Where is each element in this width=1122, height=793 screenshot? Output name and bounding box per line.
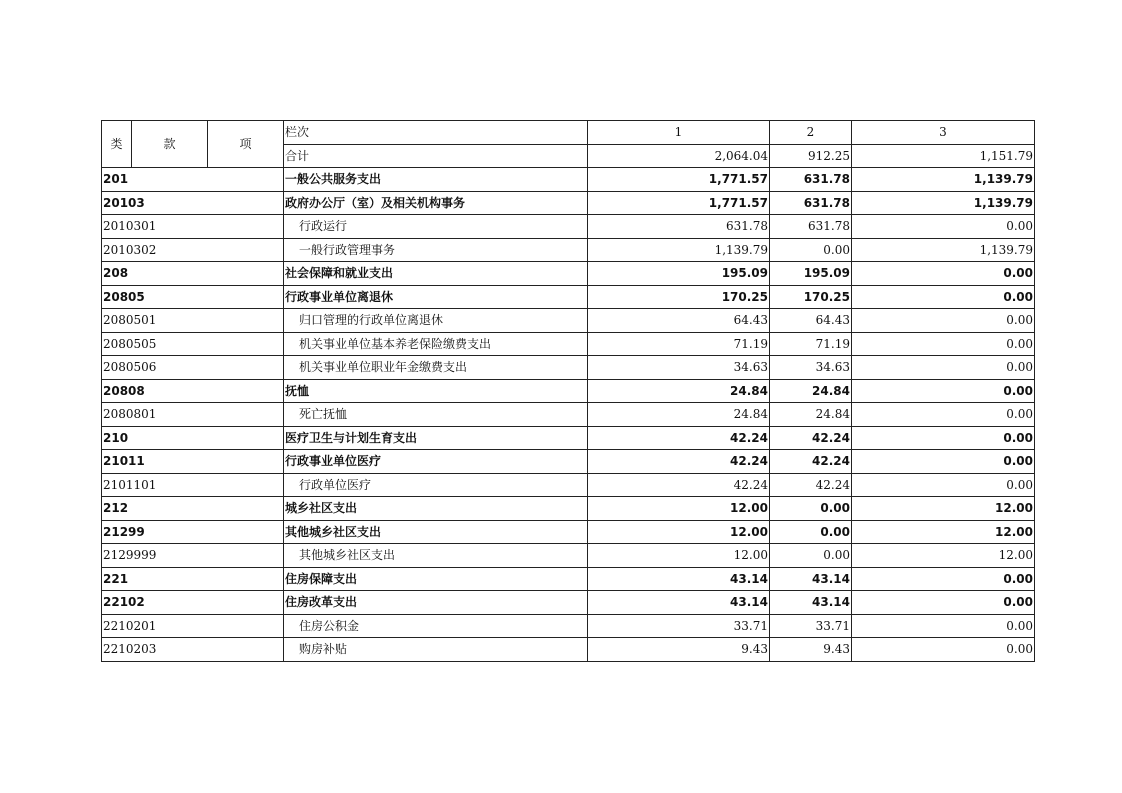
row-v1: 631.78 bbox=[588, 215, 770, 239]
table-row bbox=[102, 403, 1035, 427]
row-code: 2010302 bbox=[102, 238, 284, 262]
row-code: 2080501 bbox=[102, 309, 284, 333]
table-row bbox=[102, 544, 1035, 568]
row-v2: 631.78 bbox=[770, 215, 852, 239]
row-name: 医疗卫生与计划生育支出 bbox=[285, 430, 418, 445]
row-code: 2080801 bbox=[102, 403, 284, 427]
row-name: 抚恤 bbox=[285, 383, 310, 398]
row-v1: 12.00 bbox=[588, 520, 770, 544]
row-name: 社会保障和就业支出 bbox=[285, 266, 394, 281]
row-v1: 24.84 bbox=[588, 403, 770, 427]
row-v1: 12.00 bbox=[588, 544, 770, 568]
row-code: 210 bbox=[102, 426, 284, 450]
row-v1: 43.14 bbox=[588, 591, 770, 615]
header-row bbox=[102, 121, 1035, 145]
table-row bbox=[102, 332, 1035, 356]
row-name: 机关事业单位职业年金缴费支出 bbox=[299, 360, 468, 375]
row-code: 2080506 bbox=[102, 356, 284, 380]
row-v3: 0.00 bbox=[852, 215, 1035, 239]
row-v3: 0.00 bbox=[852, 332, 1035, 356]
table-row bbox=[102, 473, 1035, 497]
table-row bbox=[102, 168, 1035, 192]
row-name-cell bbox=[284, 591, 588, 615]
header-xiang: 项 bbox=[208, 121, 284, 168]
table-row bbox=[102, 238, 1035, 262]
row-v3: 12.00 bbox=[852, 497, 1035, 521]
row-v3: 1,139.79 bbox=[852, 191, 1035, 215]
table-row bbox=[102, 426, 1035, 450]
total-v1: 2,064.04 bbox=[588, 144, 770, 168]
row-v3: 0.00 bbox=[852, 450, 1035, 474]
row-code: 20103 bbox=[102, 191, 284, 215]
row-v2: 24.84 bbox=[770, 403, 852, 427]
row-name: 其他城乡社区支出 bbox=[285, 524, 382, 539]
table-row bbox=[102, 379, 1035, 403]
row-name-cell bbox=[284, 544, 588, 568]
row-name-cell bbox=[284, 285, 588, 309]
row-v1: 9.43 bbox=[588, 638, 770, 662]
row-name-cell bbox=[284, 638, 588, 662]
total-v2: 912.25 bbox=[770, 144, 852, 168]
table-row bbox=[102, 497, 1035, 521]
row-name-cell bbox=[284, 473, 588, 497]
row-v2: 24.84 bbox=[770, 379, 852, 403]
row-name-cell bbox=[284, 356, 588, 380]
row-v2: 42.24 bbox=[770, 450, 852, 474]
row-v2: 42.24 bbox=[770, 473, 852, 497]
row-v3: 0.00 bbox=[852, 426, 1035, 450]
row-v1: 1,771.57 bbox=[588, 191, 770, 215]
row-v1: 34.63 bbox=[588, 356, 770, 380]
row-v3: 0.00 bbox=[852, 356, 1035, 380]
row-v2: 0.00 bbox=[770, 497, 852, 521]
row-name-cell bbox=[284, 497, 588, 521]
row-v2: 34.63 bbox=[770, 356, 852, 380]
row-name: 城乡社区支出 bbox=[285, 501, 358, 516]
header-col2: 2 bbox=[770, 121, 852, 145]
row-name: 机关事业单位基本养老保险缴费支出 bbox=[299, 336, 492, 351]
row-v2: 64.43 bbox=[770, 309, 852, 333]
expenditure-table bbox=[101, 120, 1035, 662]
row-name: 死亡抚恤 bbox=[299, 407, 348, 422]
row-name: 一般行政管理事务 bbox=[299, 242, 396, 257]
row-v2: 9.43 bbox=[770, 638, 852, 662]
row-name: 住房公积金 bbox=[299, 618, 360, 633]
row-v1: 42.24 bbox=[588, 426, 770, 450]
row-v2: 631.78 bbox=[770, 168, 852, 192]
row-name-cell bbox=[284, 191, 588, 215]
row-v3: 0.00 bbox=[852, 591, 1035, 615]
row-name-cell bbox=[284, 450, 588, 474]
header-lanci: 栏次 bbox=[284, 121, 588, 145]
row-code: 20808 bbox=[102, 379, 284, 403]
table-row bbox=[102, 638, 1035, 662]
table-row bbox=[102, 356, 1035, 380]
row-name-cell bbox=[284, 168, 588, 192]
row-code: 2210203 bbox=[102, 638, 284, 662]
header-kuan: 款 bbox=[132, 121, 208, 168]
row-name-cell bbox=[284, 379, 588, 403]
header-col3: 3 bbox=[852, 121, 1035, 145]
row-v1: 1,771.57 bbox=[588, 168, 770, 192]
row-v3: 0.00 bbox=[852, 473, 1035, 497]
table-row bbox=[102, 215, 1035, 239]
row-v2: 631.78 bbox=[770, 191, 852, 215]
row-v1: 33.71 bbox=[588, 614, 770, 638]
row-code: 2210201 bbox=[102, 614, 284, 638]
row-v1: 1,139.79 bbox=[588, 238, 770, 262]
row-v2: 0.00 bbox=[770, 544, 852, 568]
row-v1: 71.19 bbox=[588, 332, 770, 356]
row-name: 购房补贴 bbox=[299, 642, 348, 657]
row-v3: 0.00 bbox=[852, 403, 1035, 427]
row-name-cell bbox=[284, 403, 588, 427]
table-row bbox=[102, 450, 1035, 474]
row-v2: 170.25 bbox=[770, 285, 852, 309]
row-v3: 0.00 bbox=[852, 309, 1035, 333]
row-code: 221 bbox=[102, 567, 284, 591]
row-v3: 0.00 bbox=[852, 285, 1035, 309]
row-v1: 24.84 bbox=[588, 379, 770, 403]
row-v3: 1,139.79 bbox=[852, 168, 1035, 192]
row-name: 行政事业单位医疗 bbox=[285, 454, 382, 469]
row-name: 行政事业单位离退休 bbox=[285, 289, 394, 304]
row-code: 22102 bbox=[102, 591, 284, 615]
row-v1: 42.24 bbox=[588, 450, 770, 474]
table-row bbox=[102, 262, 1035, 286]
row-code: 212 bbox=[102, 497, 284, 521]
row-v2: 43.14 bbox=[770, 567, 852, 591]
row-v3: 0.00 bbox=[852, 379, 1035, 403]
row-v1: 42.24 bbox=[588, 473, 770, 497]
row-name-cell bbox=[284, 238, 588, 262]
row-v2: 0.00 bbox=[770, 238, 852, 262]
row-v1: 64.43 bbox=[588, 309, 770, 333]
row-name-cell bbox=[284, 309, 588, 333]
table-row bbox=[102, 567, 1035, 591]
row-v2: 33.71 bbox=[770, 614, 852, 638]
row-v2: 0.00 bbox=[770, 520, 852, 544]
row-v2: 43.14 bbox=[770, 591, 852, 615]
row-code: 2129999 bbox=[102, 544, 284, 568]
total-label: 合计 bbox=[284, 144, 588, 168]
table-row bbox=[102, 591, 1035, 615]
row-code: 20805 bbox=[102, 285, 284, 309]
row-name-cell bbox=[284, 520, 588, 544]
row-v1: 12.00 bbox=[588, 497, 770, 521]
row-v1: 43.14 bbox=[588, 567, 770, 591]
header-col1: 1 bbox=[588, 121, 770, 145]
row-v3: 0.00 bbox=[852, 262, 1035, 286]
row-name: 行政运行 bbox=[299, 219, 348, 234]
row-name: 一般公共服务支出 bbox=[285, 172, 382, 187]
row-v2: 71.19 bbox=[770, 332, 852, 356]
row-v2: 195.09 bbox=[770, 262, 852, 286]
row-name-cell bbox=[284, 567, 588, 591]
row-name: 归口管理的行政单位离退休 bbox=[299, 313, 444, 328]
row-v2: 42.24 bbox=[770, 426, 852, 450]
header-lei: 类 bbox=[102, 121, 132, 168]
table-row bbox=[102, 191, 1035, 215]
row-name: 住房改革支出 bbox=[285, 595, 358, 610]
row-code: 2080505 bbox=[102, 332, 284, 356]
row-v3: 1,139.79 bbox=[852, 238, 1035, 262]
row-code: 208 bbox=[102, 262, 284, 286]
row-name: 行政单位医疗 bbox=[299, 477, 372, 492]
row-v3: 0.00 bbox=[852, 567, 1035, 591]
row-name-cell bbox=[284, 262, 588, 286]
row-code: 21299 bbox=[102, 520, 284, 544]
table-row bbox=[102, 285, 1035, 309]
row-v1: 195.09 bbox=[588, 262, 770, 286]
row-v3: 0.00 bbox=[852, 614, 1035, 638]
row-name-cell bbox=[284, 426, 588, 450]
row-code: 2010301 bbox=[102, 215, 284, 239]
row-v3: 12.00 bbox=[852, 544, 1035, 568]
row-name: 其他城乡社区支出 bbox=[299, 548, 396, 563]
row-name-cell bbox=[284, 332, 588, 356]
table-row bbox=[102, 614, 1035, 638]
row-name-cell bbox=[284, 614, 588, 638]
row-code: 2101101 bbox=[102, 473, 284, 497]
total-v3: 1,151.79 bbox=[852, 144, 1035, 168]
row-v1: 170.25 bbox=[588, 285, 770, 309]
row-code: 21011 bbox=[102, 450, 284, 474]
table-row bbox=[102, 309, 1035, 333]
row-v3: 0.00 bbox=[852, 638, 1035, 662]
row-name: 政府办公厅（室）及相关机构事务 bbox=[285, 195, 466, 210]
row-v3: 12.00 bbox=[852, 520, 1035, 544]
row-code: 201 bbox=[102, 168, 284, 192]
row-name: 住房保障支出 bbox=[285, 571, 358, 586]
table-row bbox=[102, 520, 1035, 544]
row-name-cell bbox=[284, 215, 588, 239]
